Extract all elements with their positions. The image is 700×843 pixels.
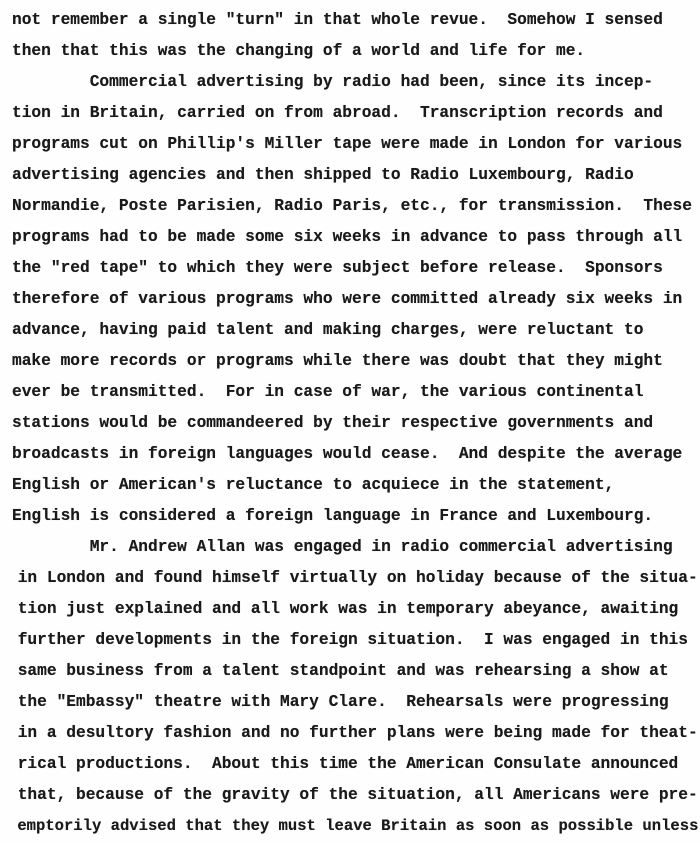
text-line-16: English or American's reluctance to acquiece in the statement,	[12, 476, 615, 494]
text-line-5: programs cut on Phillip's Miller tape were made in London for various	[12, 135, 683, 153]
text-line-7: Normandie, Poste Parisien, Radio Paris, etc., for transmission. These	[12, 197, 692, 215]
text-line-12: make more records or programs while there was doubt that they might	[12, 352, 663, 370]
text-line-21: further developments in the foreign situation. I was engaged in this	[8, 631, 688, 649]
text-line-22: same business from a talent standpoint and was rehearsing a show at	[8, 662, 669, 680]
text-line-3: Commercial advertising by radio had been, since its incep-	[12, 73, 654, 91]
text-line-10: therefore of various programs who were committed already six weeks in	[12, 290, 683, 308]
text-line-19: in London and found himself virtually on holiday because of the situa-	[8, 569, 698, 587]
text-line-27: emptorily advised that they must leave Britain as soon as possible unless	[8, 817, 699, 835]
text-line-24: in a desultory fashion and no further plans were being made for theat-	[8, 724, 698, 742]
text-line-18: Mr. Andrew Allan was engaged in radio commercial advertising	[12, 538, 673, 556]
text-line-17: English is considered a foreign language in France and Luxembourg.	[12, 507, 654, 525]
text-line-13: ever be transmitted. For in case of war, the various continental	[12, 383, 644, 401]
text-line-14: stations would be commandeered by their respective governments and	[12, 414, 654, 432]
text-line-26: that, because of the gravity of the situation, all Americans were pre-	[8, 786, 698, 804]
text-line-2: then that this was the changing of a world and life for me.	[12, 42, 586, 60]
text-line-8: programs had to be made some six weeks in advance to pass through all	[12, 228, 683, 246]
text-line-23: the "Embassy" theatre with Mary Clare. Rehearsals were progressing	[8, 693, 669, 711]
text-line-15: broadcasts in foreign languages would cease. And despite the average	[12, 445, 683, 463]
text-line-9: the "red tape" to which they were subject before release. Sponsors	[12, 259, 663, 277]
text-line-4: tion in Britain, carried on from abroad. Transcription records and	[12, 104, 663, 122]
text-line-11: advance, having paid talent and making charges, were reluctant to	[12, 321, 644, 339]
text-line-20: tion just explained and all work was in temporary abeyance, awaiting	[8, 600, 679, 618]
text-line-1: not remember a single "turn" in that whole revue. Somehow I sensed	[12, 11, 663, 29]
text-line-25: rical productions. About this time the American Consulate announced	[8, 755, 679, 773]
text-line-6: advertising agencies and then shipped to Radio Luxembourg, Radio	[12, 166, 634, 184]
